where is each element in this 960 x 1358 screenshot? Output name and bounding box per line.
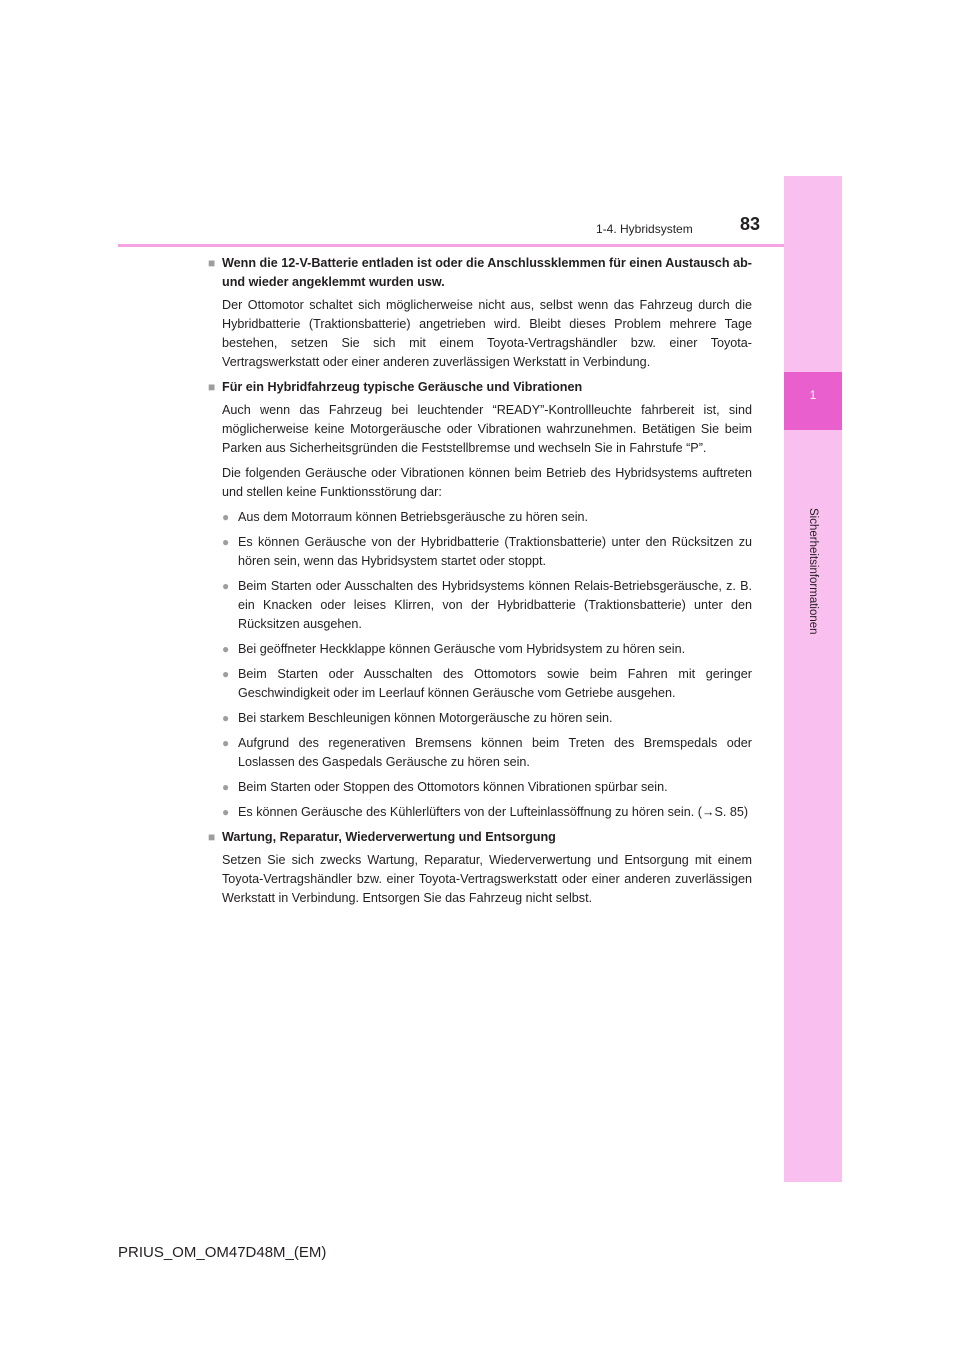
circle-bullet-icon: ● xyxy=(222,805,230,819)
circle-bullet-icon: ● xyxy=(222,579,230,593)
paragraph: Setzen Sie sich zwecks Wartung, Reparatur, Wiederverwertung und Entsorgung mit einem Toyota-Vertragshändler bzw. einer Toyota-Vertragswerkstatt oder einer anderen zuverlässigen Werkstatt in Verbindung. Entsorgen Sie das Fahrzeug nicht selbst. xyxy=(222,853,752,905)
list-item: ● Bei starkem Beschleunigen können Motorgeräusche zu hören sein. xyxy=(222,709,752,728)
section-heading: ■ Wenn die 12-V-Batterie entladen ist oder die Anschlussklemmen für einen Austausch ab- und wieder angeklemmt wurden usw. xyxy=(208,254,752,292)
list-item: ● Beim Starten oder Stoppen des Ottomotors können Vibrationen spürbar sein. xyxy=(222,778,752,797)
list-item: ● Es können Geräusche von der Hybridbatterie (Traktionsbatterie) unter den Rücksitzen zu hören sein, wenn das Hybridsystem startet oder stoppt. xyxy=(222,533,752,571)
circle-bullet-icon: ● xyxy=(222,711,230,725)
document-id: PRIUS_OM_OM47D48M_(EM) xyxy=(118,1244,327,1261)
side-tab xyxy=(784,176,842,1182)
circle-bullet-icon: ● xyxy=(222,780,230,794)
square-bullet-icon: ■ xyxy=(208,830,216,844)
paragraph: Die folgenden Geräusche oder Vibrationen können beim Betrieb des Hybridsystems auftreten und stellen keine Funktionsstörung dar: xyxy=(222,466,752,499)
chapter-label: Sicherheitsinformationen xyxy=(807,508,819,635)
paragraph: Der Ottomotor schaltet sich möglicherweise nicht aus, selbst wenn das Fahrzeug durch die Hybridbatterie (Traktionsbatterie) angetrieben wird. Bleibt dieses Problem mehrere Tage bestehen, setzen Sie sich mit einem Toyota-Vertragshändler bzw. einer Toyota-Vertragswerkstatt oder einer anderen zuverlässigen Werkstatt in Verbindung. xyxy=(222,298,752,369)
section-battery xyxy=(208,254,752,372)
list-item: ● Aufgrund des regenerativen Bremsens können beim Treten des Bremspedals oder Loslassen des Gaspedals Geräusche zu hören sein. xyxy=(222,734,752,772)
header-rule xyxy=(118,244,784,247)
list-item: ● Beim Starten oder Ausschalten des Hybridsystems können Relais-Betriebsgeräusche, z. B. ein Knacken oder leises Klirren, von der Hybridbatterie (Traktionsbatterie) unter den Rücksitzen ausgehen. xyxy=(222,577,752,634)
circle-bullet-icon: ● xyxy=(222,736,230,750)
circle-bullet-icon: ● xyxy=(222,535,230,549)
section-heading: ■ Für ein Hybridfahrzeug typische Geräusche und Vibrationen xyxy=(208,378,752,397)
section-heading: ■ Wartung, Reparatur, Wiederverwertung und Entsorgung xyxy=(208,828,752,847)
square-bullet-icon: ■ xyxy=(208,380,216,394)
list-item: ● Bei geöffneter Heckklappe können Geräusche vom Hybridsystem zu hören sein. xyxy=(222,640,752,659)
circle-bullet-icon: ● xyxy=(222,642,230,656)
chapter-number: 1 xyxy=(809,388,817,402)
circle-bullet-icon: ● xyxy=(222,667,230,681)
square-bullet-icon: ■ xyxy=(208,256,216,270)
paragraph: Auch wenn das Fahrzeug bei leuchtender “READY”-Kontrollleuchte fahrbereit ist, sind möglicherweise keine Motorgeräusche oder Vibrationen wahrzunehmen. Betätigen Sie beim Parken aus Sicherheitsgründen die Feststellbremse und wechseln Sie in Fahrstufe “P”. xyxy=(222,403,752,455)
circle-bullet-icon: ● xyxy=(222,510,230,524)
section-noises xyxy=(208,378,752,822)
list-item: ● Es können Geräusche des Kühlerlüfters von der Lufteinlassöffnung zu hören sein. (→S. 85) xyxy=(222,803,752,822)
list-item: ● Aus dem Motorraum können Betriebsgeräusche zu hören sein. xyxy=(222,508,752,527)
section-maintenance xyxy=(208,828,752,908)
page-content xyxy=(208,254,752,914)
section-title: 1-4. Hybridsystem xyxy=(596,222,693,236)
page-number: 83 xyxy=(740,214,761,234)
list-item: ● Beim Starten oder Ausschalten des Ottomotors sowie beim Fahren mit geringer Geschwindigkeit oder im Leerlauf können Geräusche vom Getriebe ausgehen. xyxy=(222,665,752,703)
